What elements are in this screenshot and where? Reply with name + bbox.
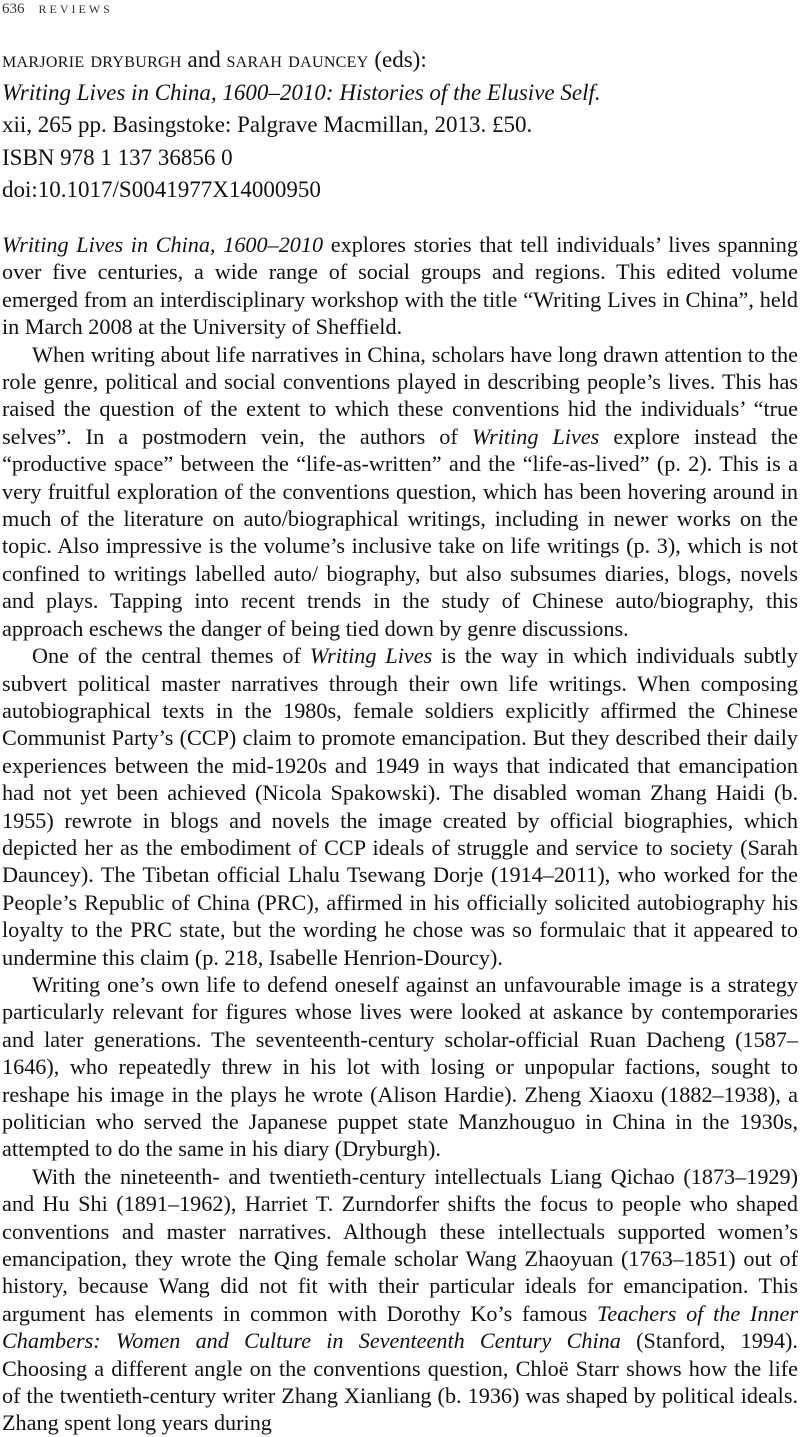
- running-head: [2, 0, 113, 18]
- editor-name: marjorie dryburgh: [2, 47, 182, 72]
- editors-line: [2, 44, 798, 77]
- paragraph: [2, 971, 798, 1163]
- book-title: Writing Lives in China, 1600–2010: Histories of the Elusive Self.: [2, 79, 601, 105]
- italic-title: Writing Lives: [309, 643, 433, 669]
- doi: doi:10.1017/S0041977X14000950: [2, 177, 321, 202]
- editors-connector: and: [187, 47, 221, 72]
- review-body: [2, 231, 798, 1437]
- paragraph-text: is the way in which individuals subtly subvert political master narratives through their own life writings. When composing autobiographical texts in the 1980s, female soldiers explicitly affirmed the Chinese Communist Party’s (CCP) claim to promote emancipation. But they described their daily experiences between the mid-1920s and 1949 in ways that indicated that emancipation had not yet been achieved (Nicola Spakowski). The disabled woman Zhang Haidi (b. 1955) rewrote in blogs and novels the image created by official biographies, which depicted her as the embodiment of CCP ideals of struggle and service to society (Sarah Dauncey). The Tibetan official Lhalu Tsewang Dorje (1914–2011), who worked for the People’s Republic of China (PRC), affirmed in his officially solicited autobiography his loyalty to the PRC state, but the wording he chose was so formulaic that it appeared to undermine this claim (p. 218, Isabelle Henrion-Dourcy).: [2, 643, 798, 970]
- running-head-title: REVIEWS: [38, 2, 113, 16]
- paragraph-text: (Stanford, 1994). Choosing a different angle on the conventions question, Chloë Starr shows how the life of the twentieth-century writer Zhang Xianliang (b. 1936) was shaped by political ideals. Zhang spent long years during: [2, 1328, 798, 1436]
- eds-suffix: (eds):: [374, 47, 427, 72]
- paragraph: [2, 341, 798, 642]
- paragraph-text: With the nineteenth- and twentieth-century intellectuals Liang Qichao (1873–1929) and Hu Shi (1891–1962), Harriet T. Zurndorfer shifts the focus to people who shaped conventions and master narratives. Although these intellectuals supported women’s emancipation, they wrote the Qing female scholar Wang Zhaoyuan (1763–1851) out of history, because Wang did not fit with their particular ideals for emancipation. This argument has elements in common with Dorothy Ko’s famous: [2, 1163, 798, 1326]
- paragraph-text: Writing one’s own life to defend oneself against an unfavourable image is a strategy particularly relevant for figures whose lives were looked at askance by contemporaries and later generations. The seventeenth-century scholar-official Ruan Dacheng (1587–1646), who repeatedly threw in his lot with losing or unpopular factions, sought to reshape his image in the plays he wrote (Alison Hardie). Zheng Xiaoxu (1882–1938), a politician who served the Japanese puppet state Manzhouguo in China in the 1930s, attempted to do the same in his diary (Dryburgh).: [2, 971, 798, 1162]
- editor-name: sarah dauncey: [226, 47, 369, 72]
- page-number: 636: [2, 1, 25, 17]
- paragraph: [2, 1163, 798, 1437]
- italic-title: Writing Lives: [471, 423, 600, 449]
- italic-title: Writing Lives in China, 1600–2010: [2, 232, 324, 257]
- paragraph-text: explore instead the “productive space” between the “life-as-written” and the “life-as-lived” (p. 2). This is a very fruitful exploration of the conventions question, which has been hovering around in much of the literature on auto/biographical writings, including in newer works on the topic. Also impressive is the volume’s inclusive take on life writings (p. 3), which is not confined to writings labelled auto/ biography, but also subsumes diaries, blogs, novels and plays. Tapping into recent trends in the study of Chinese auto/biography, this approach eschews the danger of being tied down by genre discussions.: [2, 423, 798, 641]
- publication-info: xii, 265 pp. Basingstoke: Palgrave Macmillan, 2013. £50.: [2, 112, 533, 137]
- paragraph-text: explores stories that tell individuals’ lives spanning over five centuries, a wide range of social groups and regions. This edited volume emerged from an interdisciplinary workshop with the title “Writing Lives in China”, held in March 2008 at the University of Sheffield.: [2, 232, 798, 340]
- isbn: ISBN 978 1 137 36856 0: [2, 144, 233, 170]
- paragraph-text: When writing about life narratives in China, scholars have long drawn attention to the role genre, political and social conventions played in describing people’s lives. This has raised the question of the extent to which these conventions hid the individuals’ “true selves”. In a postmodern vein, the authors of: [2, 341, 798, 449]
- paragraph: [2, 642, 798, 971]
- paragraph-text: One of the central themes of: [32, 643, 310, 669]
- bibliographic-header: [2, 44, 798, 207]
- italic-title: Teachers of the Inner Chambers: Women and Culture in Seventeenth Century China: [2, 1300, 798, 1354]
- paragraph: [2, 231, 798, 341]
